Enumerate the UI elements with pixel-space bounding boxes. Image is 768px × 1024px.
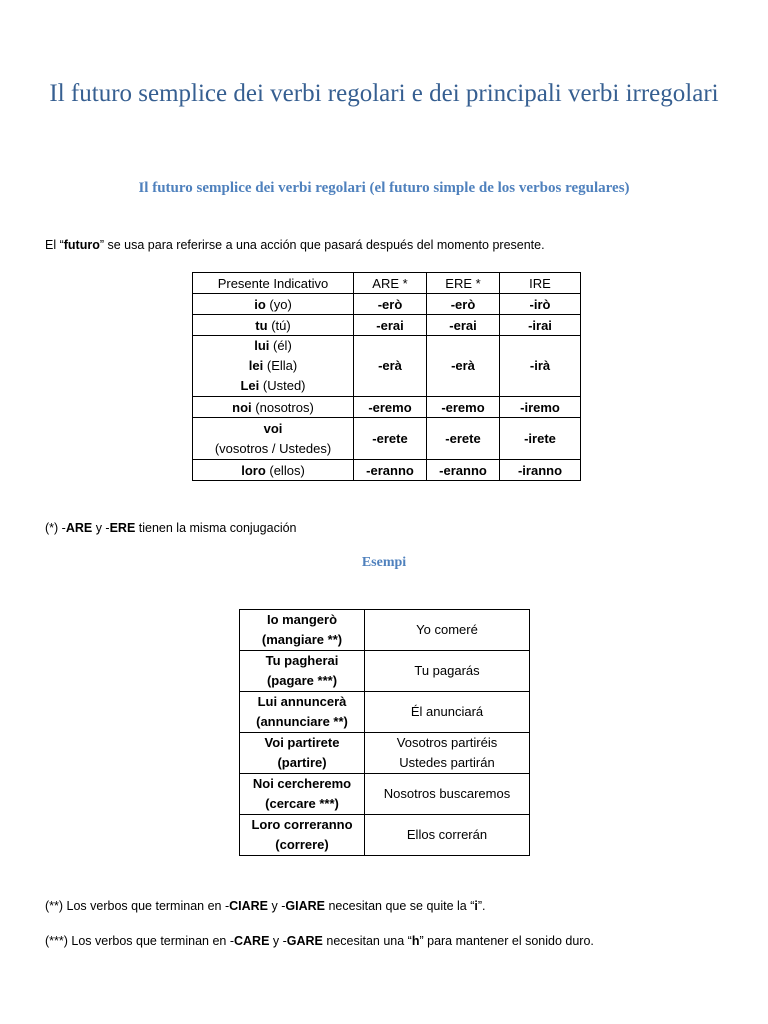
pronoun: lui (254, 338, 270, 353)
italian-line: (mangiare **) (261, 632, 343, 647)
note-care-gare (45, 934, 594, 948)
pronoun-translation: (Ella) (263, 358, 298, 373)
pronoun: voi (263, 420, 283, 436)
ending-cell: -erò (427, 294, 500, 315)
pronoun-cell (193, 315, 354, 336)
pronoun-line (197, 336, 349, 356)
pronoun-translation: (ellos) (265, 462, 305, 478)
table-row (193, 315, 581, 336)
spanish-cell (365, 692, 530, 733)
italian-line: Noi cercheremo (252, 776, 352, 791)
spanish-line: Vosotros partiréis (396, 735, 498, 750)
note-bold: GIARE (285, 899, 325, 913)
pronoun: tu (255, 317, 268, 333)
ending-cell: -irai (500, 315, 581, 336)
italian-cell (240, 815, 365, 856)
intro-paragraph (45, 238, 545, 252)
pronoun-translation: (nosotros) (251, 399, 314, 415)
pronoun-translation: (él) (269, 338, 292, 353)
page-title: Il futuro semplice dei verbi regolari e dei principali verbi irregolari (49, 80, 719, 107)
spanish-cell (365, 733, 530, 774)
ending-cell: -eranno (354, 460, 427, 481)
italian-line: (partire) (277, 755, 327, 770)
ending-cell: -erai (354, 315, 427, 336)
table-row (193, 397, 581, 418)
italian-line: (cercare ***) (265, 796, 339, 811)
conjugation-table (192, 272, 581, 481)
note-bold: CARE (233, 934, 270, 948)
note-bold: CIARE (229, 899, 269, 913)
pronoun-line (197, 356, 349, 376)
table-row (193, 418, 581, 460)
italian-line: Lui annuncerà (257, 694, 347, 709)
note-text: tienen la misma conjugación (135, 521, 297, 535)
pronoun-line (197, 419, 349, 439)
ending-cell: -eranno (427, 460, 500, 481)
note-text: necesitan una “ (322, 934, 412, 948)
note-bold: h (411, 934, 420, 948)
pronoun-cell (193, 418, 354, 460)
ending-cell: -erai (427, 315, 500, 336)
italian-cell (240, 692, 365, 733)
italian-line: (pagare ***) (266, 673, 338, 688)
examples-heading: Esempi (361, 555, 407, 570)
pronoun-translation: (tú) (267, 317, 291, 333)
pronoun-translation: (vosotros / Ustedes) (214, 440, 332, 456)
ending-cell: -eremo (427, 397, 500, 418)
ending-cell: -iranno (500, 460, 581, 481)
note-text: y - (269, 934, 287, 948)
table-row (240, 692, 530, 733)
spanish-line: Ellos correrán (406, 827, 488, 842)
italian-line: (correre) (275, 837, 329, 852)
pronoun-translation: (yo) (265, 296, 292, 312)
spanish-cell (365, 610, 530, 651)
note-bold: GARE (286, 934, 323, 948)
spanish-cell (365, 651, 530, 692)
spanish-cell (365, 774, 530, 815)
ending-cell: -irete (500, 418, 581, 460)
section-subtitle: Il futuro semplice dei verbi regolari (el futuro simple de los verbos regulares) (138, 180, 630, 196)
intro-bold-term: futuro (63, 238, 100, 252)
spanish-line: Tu pagarás (414, 663, 480, 678)
table-row (193, 294, 581, 315)
header-cell: ERE * (427, 273, 500, 294)
ending-cell: -erò (354, 294, 427, 315)
italian-cell (240, 774, 365, 815)
spanish-line: Él anunciará (410, 704, 484, 719)
intro-text: ” se usa para referirse a una acción que pasará después del momento presente. (99, 238, 545, 252)
header-cell: ARE * (354, 273, 427, 294)
note-text: necesitan que se quite la “ (324, 899, 475, 913)
ending-cell: -erete (427, 418, 500, 460)
spanish-cell (365, 815, 530, 856)
note-text: ”. (477, 899, 486, 913)
ending-cell: -irà (500, 336, 581, 397)
note-text: (**) Los verbos que terminan en - (45, 899, 230, 913)
note-text: ” para mantener el sonido duro. (419, 934, 594, 948)
spanish-line: Nosotros buscaremos (383, 786, 511, 801)
pronoun: io (254, 296, 266, 312)
pronoun-line (197, 439, 349, 459)
note-text: (*) - (45, 521, 66, 535)
italian-cell (240, 610, 365, 651)
note-bold: i (474, 899, 478, 913)
italian-cell (240, 651, 365, 692)
examples-table (239, 609, 530, 856)
note-bold: ERE (109, 521, 136, 535)
ending-cell: -eremo (354, 397, 427, 418)
table-row (193, 336, 581, 397)
pronoun: lei (248, 358, 264, 373)
ending-cell: -erà (354, 336, 427, 397)
italian-line: (annunciare **) (256, 714, 348, 729)
spanish-line: Yo comeré (416, 622, 478, 637)
note-text: y - (268, 899, 286, 913)
ending-cell: -erete (354, 418, 427, 460)
table-header-row (193, 273, 581, 294)
italian-cell (240, 733, 365, 774)
note-ciare-giare (45, 899, 486, 913)
pronoun: noi (232, 399, 252, 415)
italian-line: Voi partirete (264, 735, 340, 750)
ending-cell: -irò (500, 294, 581, 315)
intro-text: El “ (45, 238, 64, 252)
pronoun: Lei (240, 378, 260, 393)
pronoun-cell (193, 397, 354, 418)
ending-cell: -erà (427, 336, 500, 397)
pronoun-translation: (Usted) (259, 378, 306, 393)
pronoun-line (197, 376, 349, 396)
table-row (240, 610, 530, 651)
table-row (240, 815, 530, 856)
italian-line: Loro correranno (251, 817, 353, 832)
pronoun-cell (193, 336, 354, 397)
note-text: y - (92, 521, 110, 535)
table-row (193, 460, 581, 481)
italian-line: Tu pagherai (265, 653, 339, 668)
note-bold: ARE (65, 521, 93, 535)
table-row (240, 651, 530, 692)
spanish-line: Ustedes partirán (399, 755, 495, 770)
pronoun: loro (241, 462, 266, 478)
note-text: (***) Los verbos que terminan en - (45, 934, 234, 948)
table-row (240, 733, 530, 774)
header-cell: IRE (500, 273, 581, 294)
pronoun-cell (193, 460, 354, 481)
ending-cell: -iremo (500, 397, 581, 418)
pronoun-cell (193, 294, 354, 315)
header-cell: Presente Indicativo (193, 273, 354, 294)
table-row (240, 774, 530, 815)
note-are-ere (45, 521, 297, 535)
italian-line: Io mangerò (266, 612, 338, 627)
